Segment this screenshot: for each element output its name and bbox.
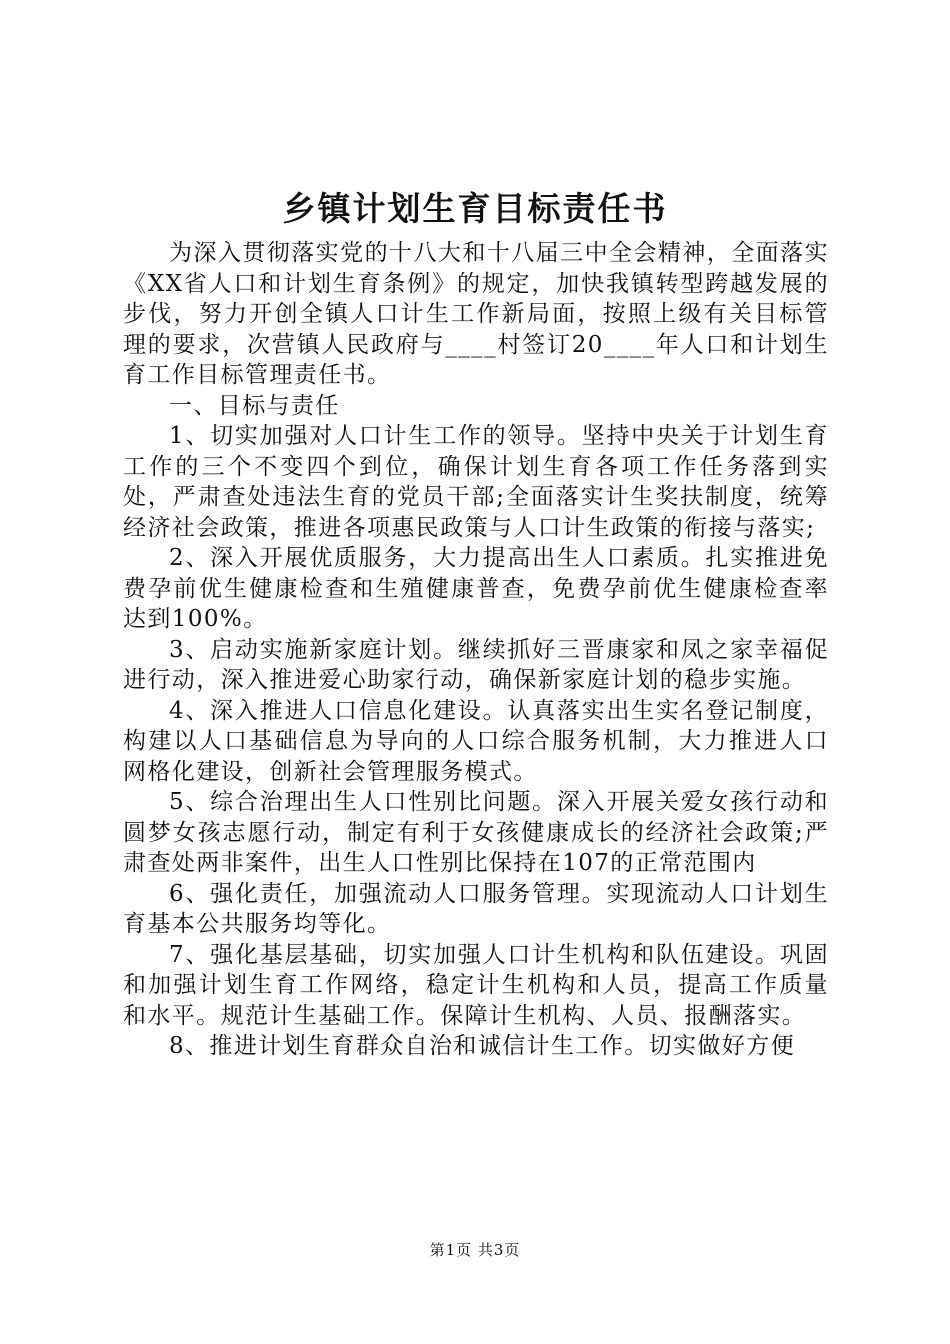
paragraph-item-8: 8、推进计划生育群众自治和诚信计生工作。切实做好方便: [169, 1033, 796, 1059]
paragraph-item-7: 7、强化基层基础，切实加强人口计生机构和队伍建设。巩固和加强计划生育工作网络，稳定计生机构和人员，提高工作质量和水平。规范计生基础工作。保障计生机构、人员、报酬落实。: [123, 941, 829, 1029]
document-title: 乡镇计划生育目标责任书: [282, 189, 668, 228]
section-heading-goals: 一、目标与责任: [169, 392, 340, 419]
paragraph-intro: 为深入贯彻落实党的十八大和十八届三中全会精神，全面落实《XX省人口和计划生育条例》的规定，加快我镇转型跨越发展的步伐，努力开创全镇人口计生工作新局面，按照上级有关目标管理的要求，次营镇人民政府与____村签订20____年人口和计划生育工作目标管理责任书。: [123, 240, 829, 388]
paragraph-item-6: 6、强化责任，加强流动人口服务管理。实现流动人口计划生育基本公共服务均等化。: [123, 880, 829, 937]
paragraph-item-2: 2、深入开展优质服务，大力提高出生人口素质。扎实推进免费孕前优生健康检查和生殖健康普查，免费孕前优生健康检查率达到100%。: [123, 545, 829, 632]
page-number-footer: 第1页 共3页: [429, 1241, 521, 1259]
paragraph-item-5: 5、综合治理出生人口性别比问题。深入开展关爱女孩行动和圆梦女孩志愿行动，制定有利于女孩健康成长的经济社会政策;严肃查处两非案件，出生人口性别比保持在107的正常范围内: [123, 789, 829, 876]
paragraph-item-1: 1、切实加强对人口计生工作的领导。坚持中央关于计划生育工作的三个不变四个到位，确保计划生育各项工作任务落到实处，严肃查处违法生育的党员干部;全面落实计生奖扶制度，统筹经济社会政策，推进各项惠民政策与人口计生政策的衔接与落实;: [123, 423, 829, 541]
paragraph-item-3: 3、启动实施新家庭计划。继续抓好三晋康家和凤之家幸福促进行动，深入推进爱心助家行动，确保新家庭计划的稳步实施。: [123, 636, 829, 693]
paragraph-item-4: 4、深入推进人口信息化建设。认真落实出生实名登记制度，构建以人口基础信息为导向的人口综合服务机制，大力推进人口网格化建设，创新社会管理服务模式。: [123, 697, 829, 785]
document-body: [123, 238, 829, 1062]
